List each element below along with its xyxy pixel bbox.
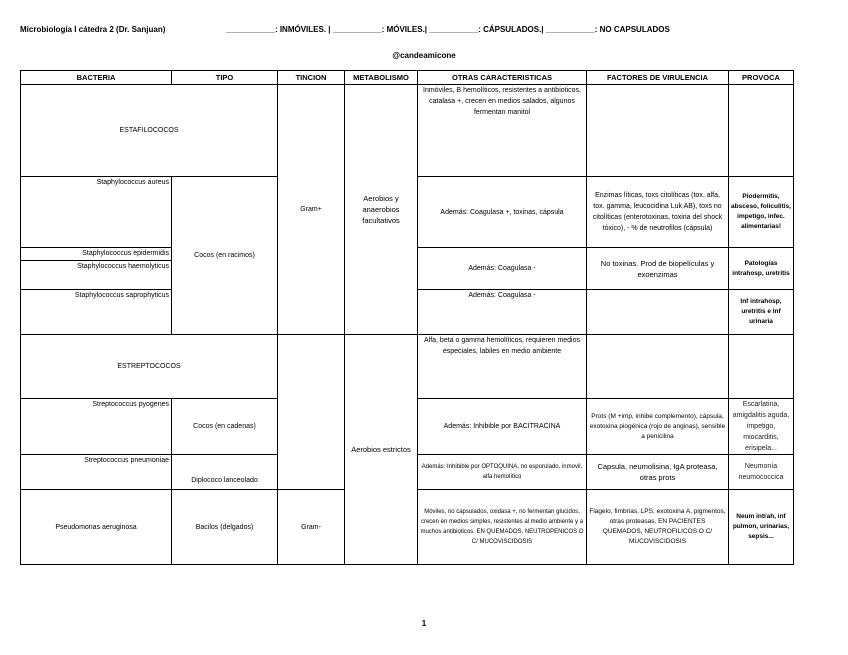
otras-pseudomonas: Móviles, no capsulados, oxidasa +, no fermentan glucidos, crecen en medios simples, resistentes al medio ambiente y a muchos antibioticos. EN QUEMADOS, NEUTROPENICOS O C/ MUCOVISCIDOSIS xyxy=(418,490,587,565)
col-tincion: TINCION xyxy=(278,71,345,85)
factores-estafilococos xyxy=(587,85,729,177)
factores-pyogenes: Prots (M +imp, inhibe complemento), cápsula, exotoxina piogénica (rojo de anginas), sensible a penicilina xyxy=(587,399,729,455)
otras-pneumoniae: Además: Inhibible por OPTOQUINA, no esporulado, inmovil, alfa hemolítico xyxy=(418,455,587,490)
bacteria-haemolyticus: Staphylococcus haemolyticus xyxy=(21,261,172,290)
otras-estreptococos: Alfa, beta o gamma hemolíticos, requieren medios especiales, labiles en medio ambiente xyxy=(418,335,587,399)
bacteria-aureus: Staphylococcus aureus xyxy=(21,177,172,248)
col-otras: OTRAS CARACTERISTICAS xyxy=(418,71,587,85)
otras-haemolyticus: Además: Coagulasa - xyxy=(418,248,587,290)
legend-line: ___________: INMÓVILES. | ___________: MÓVILES.| ___________: CÁPSULADOS.| ___________: NO CAPSULADOS xyxy=(226,25,670,34)
provoca-saprophyticus: Inf intrahosp, uretritis e Inf urinaria xyxy=(729,290,794,335)
factores-pneumoniae: Capsula, neumolisina, IgA proteasa, otras prots xyxy=(587,455,729,490)
tipo-pneumoniae: Diplococo lanceolado xyxy=(172,455,278,490)
provoca-haemolyticus: Patologías intrahosp, uretritis xyxy=(729,248,794,290)
factores-pseudomonas: Flagelo, fimbrias, LPS, exotoxina A, pigmentos, otras proteasas. EN PACIENTES QUEMADOS, NEUTROFILICOS O C/ MUCOVISCIDOSIS xyxy=(587,490,729,565)
col-provoca: PROVOCA xyxy=(729,71,794,85)
tipo-pseudomonas: Bacilos (delgados) xyxy=(172,490,278,565)
col-tipo: TIPO xyxy=(172,71,278,85)
provoca-estafilococos xyxy=(729,85,794,177)
col-factores: FACTORES DE VIRULENCIA xyxy=(587,71,729,85)
bacteria-pseudomonas: Pseudomonas aeruginosa xyxy=(21,490,172,565)
table-row xyxy=(21,85,794,177)
bacteria-pyogenes: Streptococcus pyogenes xyxy=(21,399,172,455)
author-handle: @candeamicone xyxy=(392,51,456,60)
col-bacteria: BACTERIA xyxy=(21,71,172,85)
bacteria-table xyxy=(20,70,794,565)
otras-pyogenes: Además: Inhibible por BACITRACINA xyxy=(418,399,587,455)
provoca-pneumoniae: Neumonía neumococcica xyxy=(729,455,794,490)
factores-aureus: Enzimas líticas, toxs citolíticas (tox. alfa, tox. gamma, leucocidina Luk AB), toxs no citolíticas (enterotoxinas, toxina del shock tóxico), - % de neutrofilos (cápsula) xyxy=(587,177,729,248)
header-row xyxy=(21,71,794,85)
provoca-pseudomonas: Neum intrah, inf pulmon, urinarias, sepsis... xyxy=(729,490,794,565)
bacteria-pneumoniae: Streptococcus pneumoniae xyxy=(21,455,172,490)
tipo-staph: Cocos (en racimos) xyxy=(172,177,278,335)
bacteria-saprophyticus: Staphylococcus saprophyticus xyxy=(21,290,172,335)
document-title: Microbiología I cátedra 2 (Dr. Sanjuan) xyxy=(20,25,166,34)
factores-haemolyticus: No toxinas. Prod de biopelículas y exoenzimas xyxy=(587,248,729,290)
page-number: 1 xyxy=(421,619,427,628)
metabolismo-strep: Aerobios estrictos xyxy=(345,335,418,565)
col-metabolismo: METABOLISMO xyxy=(345,71,418,85)
tincion-gram-pos: Gram+ xyxy=(278,85,345,335)
provoca-aureus: Piodermitis, absceso, foliculitis, impetigo, infec. alimentarias! xyxy=(729,177,794,248)
tipo-pyogenes: Cocos (en cadenas) xyxy=(172,399,278,455)
tincion-gram-neg: Gram- xyxy=(278,490,345,565)
group-estafilococos: ESTAFILOCOCOS xyxy=(21,85,278,177)
factores-estreptococos xyxy=(587,335,729,399)
provoca-pyogenes: Escarlatina, amigdalitis aguda, impetigo, miocarditis, erisipela... xyxy=(729,399,794,455)
table-row xyxy=(21,335,794,399)
otras-estafilococos: Inmóviles, B hemolíticos, resistentes a antibioticos, catalasa +, crecen en medios salados, algunos fermentan manitol xyxy=(418,85,587,177)
tincion-strep xyxy=(278,335,345,490)
factores-saprophyticus xyxy=(587,290,729,335)
bacteria-epidermidis: Staphylococcus epidermidis xyxy=(21,248,172,261)
otras-aureus: Además: Coagulasa +, toxinas, cápsula xyxy=(418,177,587,248)
metabolismo-staph: Aerobios y anaerobios facultativos xyxy=(345,85,418,335)
otras-saprophyticus: Además: Coagulasa - xyxy=(418,290,587,335)
provoca-estreptococos xyxy=(729,335,794,399)
group-estreptococos: ESTREPTOCOCOS xyxy=(21,335,278,399)
